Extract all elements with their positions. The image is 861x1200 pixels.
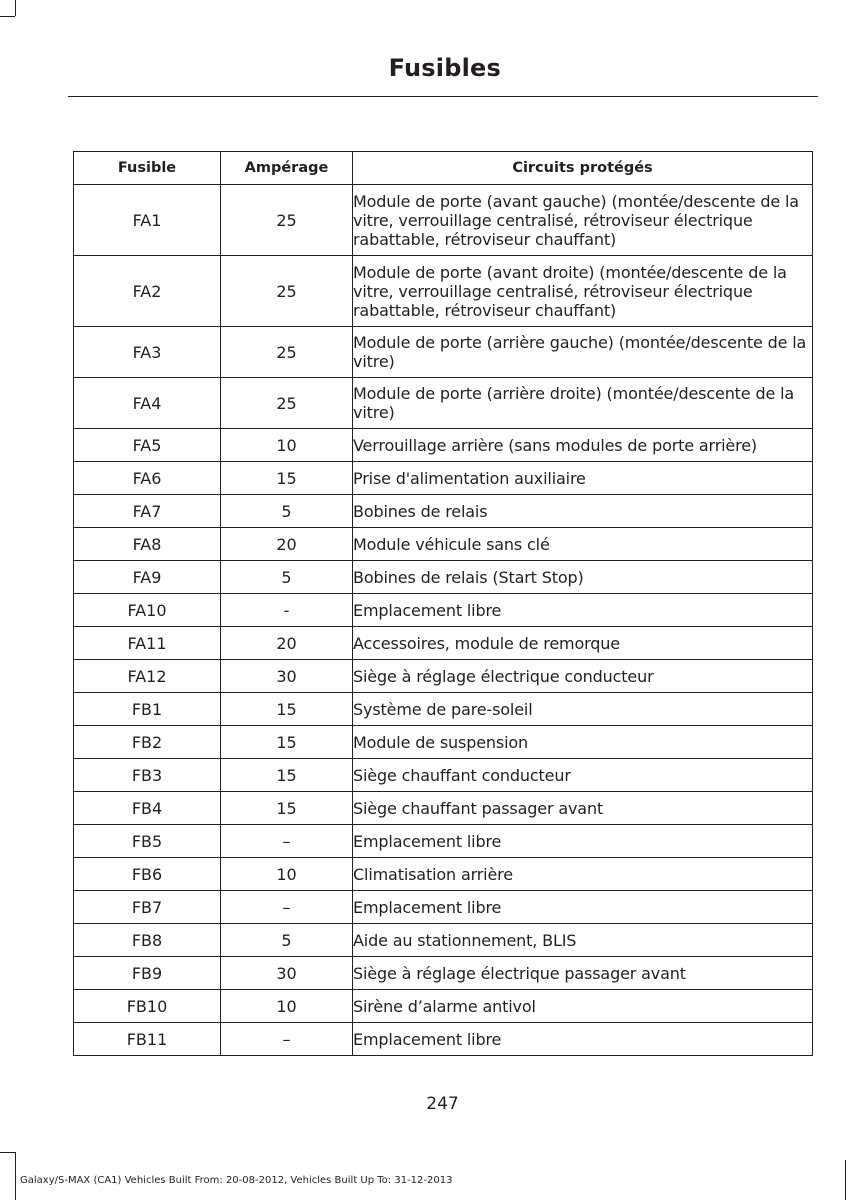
amperage-cell: 15 [221,759,353,792]
amperage-cell: 15 [221,792,353,825]
circuit-cell: Sirène d’alarme antivol [353,990,813,1023]
amperage-cell: 10 [221,858,353,891]
fuse-cell: FA1 [74,185,221,256]
table-row [74,891,813,924]
fuse-cell: FA8 [74,528,221,561]
table-row [74,185,813,256]
circuit-cell: Module véhicule sans clé [353,528,813,561]
table-row [74,924,813,957]
footer-vehicle-info: Galaxy/S-MAX (CA1) Vehicles Built From: 20-08-2012, Vehicles Built Up To: 31-12-2013 [20,1175,453,1186]
table-row [74,726,813,759]
fuse-cell: FA5 [74,429,221,462]
crop-mark-bottom-right [845,1160,846,1200]
fuse-cell: FB7 [74,891,221,924]
circuit-cell: Bobines de relais (Start Stop) [353,561,813,594]
table-header-row [74,152,813,185]
fuse-cell: FB6 [74,858,221,891]
circuit-cell: Module de porte (arrière gauche) (montée/descente de la vitre) [353,327,813,378]
fuse-cell: FA6 [74,462,221,495]
circuit-cell: Siège à réglage électrique passager avant [353,957,813,990]
table-row [74,256,813,327]
circuit-cell: Module de porte (avant droite) (montée/descente de la vitre, verrouillage centralisé, rétroviseur électrique rabattable, rétroviseur chauffant) [353,256,813,327]
table-row [74,627,813,660]
circuit-cell: Bobines de relais [353,495,813,528]
header-divider [68,96,818,97]
table-row [74,759,813,792]
fuse-cell: FA2 [74,256,221,327]
amperage-cell: 15 [221,726,353,759]
table-row [74,660,813,693]
page-number: 247 [426,1094,459,1114]
circuit-cell: Emplacement libre [353,825,813,858]
amperage-cell: - [221,594,353,627]
amperage-cell: 20 [221,528,353,561]
fuse-cell: FB10 [74,990,221,1023]
fuse-cell: FA9 [74,561,221,594]
circuit-cell: Siège chauffant conducteur [353,759,813,792]
circuit-cell: Module de porte (avant gauche) (montée/descente de la vitre, verrouillage centralisé, rétroviseur électrique rabattable, rétroviseur chauffant) [353,185,813,256]
circuit-cell: Module de porte (arrière droite) (montée/descente de la vitre) [353,378,813,429]
crop-mark-bottom-left-h [0,1152,15,1153]
table-row [74,378,813,429]
amperage-cell: 20 [221,627,353,660]
table-row [74,561,813,594]
table-row [74,495,813,528]
table-row [74,858,813,891]
circuit-cell: Accessoires, module de remorque [353,627,813,660]
amperage-cell: 30 [221,957,353,990]
table-row [74,792,813,825]
fuse-cell: FA7 [74,495,221,528]
circuit-cell: Emplacement libre [353,891,813,924]
circuit-cell: Prise d'alimentation auxiliaire [353,462,813,495]
fuse-cell: FB5 [74,825,221,858]
amperage-cell: 15 [221,462,353,495]
circuit-cell: Emplacement libre [353,1023,813,1056]
column-header-fuse: Fusible [74,152,221,185]
crop-mark-top-left [15,0,16,16]
circuit-cell: Emplacement libre [353,594,813,627]
table-row [74,528,813,561]
amperage-cell: 15 [221,693,353,726]
amperage-cell: 5 [221,561,353,594]
amperage-cell: – [221,891,353,924]
fuse-cell: FA12 [74,660,221,693]
page-title: Fusibles [388,54,501,82]
fuse-cell: FB4 [74,792,221,825]
amperage-cell: – [221,825,353,858]
crop-mark-bottom-left [15,1152,16,1200]
table-row [74,462,813,495]
amperage-cell: – [221,1023,353,1056]
circuit-cell: Aide au stationnement, BLIS [353,924,813,957]
fuse-cell: FB8 [74,924,221,957]
fuse-cell: FA3 [74,327,221,378]
fuse-cell: FA11 [74,627,221,660]
amperage-cell: 25 [221,185,353,256]
column-header-amperage: Ampérage [221,152,353,185]
table-row [74,957,813,990]
amperage-cell: 10 [221,429,353,462]
circuit-cell: Climatisation arrière [353,858,813,891]
amperage-cell: 25 [221,327,353,378]
amperage-cell: 25 [221,378,353,429]
amperage-cell: 5 [221,495,353,528]
fuse-cell: FA10 [74,594,221,627]
circuit-cell: Module de suspension [353,726,813,759]
circuit-cell: Siège à réglage électrique conducteur [353,660,813,693]
table-row [74,990,813,1023]
amperage-cell: 30 [221,660,353,693]
table-row [74,327,813,378]
fuse-cell: FB11 [74,1023,221,1056]
fuse-cell: FB9 [74,957,221,990]
table-row [74,693,813,726]
table-row [74,594,813,627]
amperage-cell: 25 [221,256,353,327]
crop-mark-top-left-h [0,16,15,17]
fuse-table [73,151,813,1056]
fuse-cell: FB3 [74,759,221,792]
circuit-cell: Système de pare-soleil [353,693,813,726]
amperage-cell: 10 [221,990,353,1023]
fuse-cell: FA4 [74,378,221,429]
amperage-cell: 5 [221,924,353,957]
table-row [74,825,813,858]
table-row [74,429,813,462]
circuit-cell: Siège chauffant passager avant [353,792,813,825]
fuse-cell: FB1 [74,693,221,726]
circuit-cell: Verrouillage arrière (sans modules de porte arrière) [353,429,813,462]
fuse-cell: FB2 [74,726,221,759]
column-header-circuits: Circuits protégés [353,152,813,185]
table-row [74,1023,813,1056]
